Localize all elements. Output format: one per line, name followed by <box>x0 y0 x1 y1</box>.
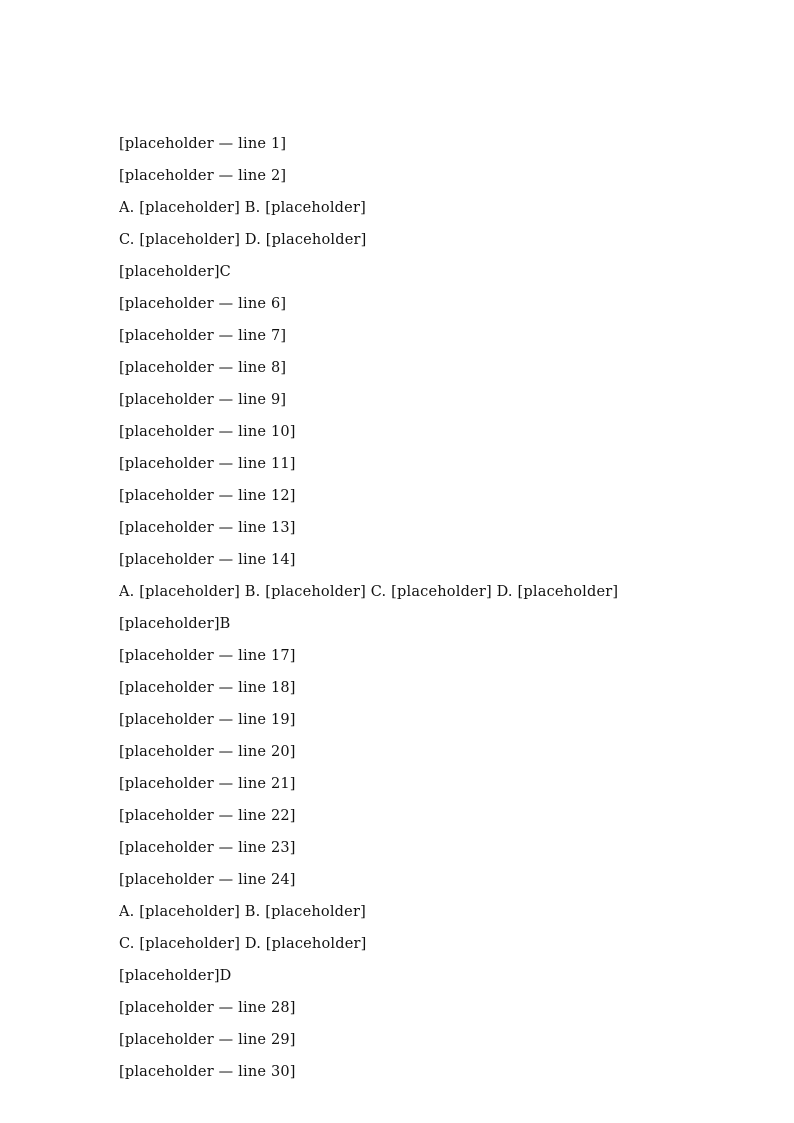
question-5-analysis-line-1: [placeholder — line 28] <box>119 1000 296 1016</box>
question-3-analysis-line-6: [placeholder — line 11] <box>119 456 296 472</box>
question-4-line-2: [placeholder — line 14] <box>119 552 296 568</box>
question-3-analysis-line-4: [placeholder — line 9] <box>119 392 287 408</box>
question-5-options-cd: C. [placeholder] D. [placeholder] <box>119 936 367 952</box>
question-3-analysis-line-7: [placeholder — line 12] <box>119 488 296 504</box>
question-3-analysis-line-5: [placeholder — line 10] <box>119 424 296 440</box>
question-3-line-2: [placeholder — line 2] <box>119 168 287 184</box>
question-3-analysis-line-3: [placeholder — line 8] <box>119 360 287 376</box>
question-5-line-2: [placeholder — line 23] <box>119 840 296 856</box>
question-5-line-1: [placeholder — line 22] <box>119 808 296 824</box>
question-4-analysis-line-2: [placeholder — line 18] <box>119 680 296 696</box>
question-4-answer: [placeholder]B <box>119 616 231 632</box>
question-5-options-ab: A. [placeholder] B. [placeholder] <box>119 904 366 920</box>
question-3-analysis-line-1: [placeholder — line 6] <box>119 296 287 312</box>
question-3-analysis-line-2: [placeholder — line 7] <box>119 328 287 344</box>
question-5-analysis-line-3: [placeholder — line 30] <box>119 1064 296 1080</box>
question-5-analysis-line-2: [placeholder — line 29] <box>119 1032 296 1048</box>
question-4-analysis-line-5: [placeholder — line 21] <box>119 776 296 792</box>
question-4-analysis-line-1: [placeholder — line 17] <box>119 648 296 664</box>
question-4-analysis-line-3: [placeholder — line 19] <box>119 712 296 728</box>
question-5-answer: [placeholder]D <box>119 968 232 984</box>
question-3-answer: [placeholder]C <box>119 264 231 280</box>
question-5-line-3: [placeholder — line 24] <box>119 872 296 888</box>
question-3-options-ab: A. [placeholder] B. [placeholder] <box>119 200 366 216</box>
document-body <box>119 128 679 1088</box>
question-4-analysis-line-4: [placeholder — line 20] <box>119 744 296 760</box>
question-3-options-cd: C. [placeholder] D. [placeholder] <box>119 232 367 248</box>
question-3-line-1: [placeholder — line 1] <box>119 136 287 152</box>
question-4-line-1: [placeholder — line 13] <box>119 520 296 536</box>
question-4-options: A. [placeholder] B. [placeholder] C. [placeholder] D. [placeholder] <box>119 584 619 600</box>
